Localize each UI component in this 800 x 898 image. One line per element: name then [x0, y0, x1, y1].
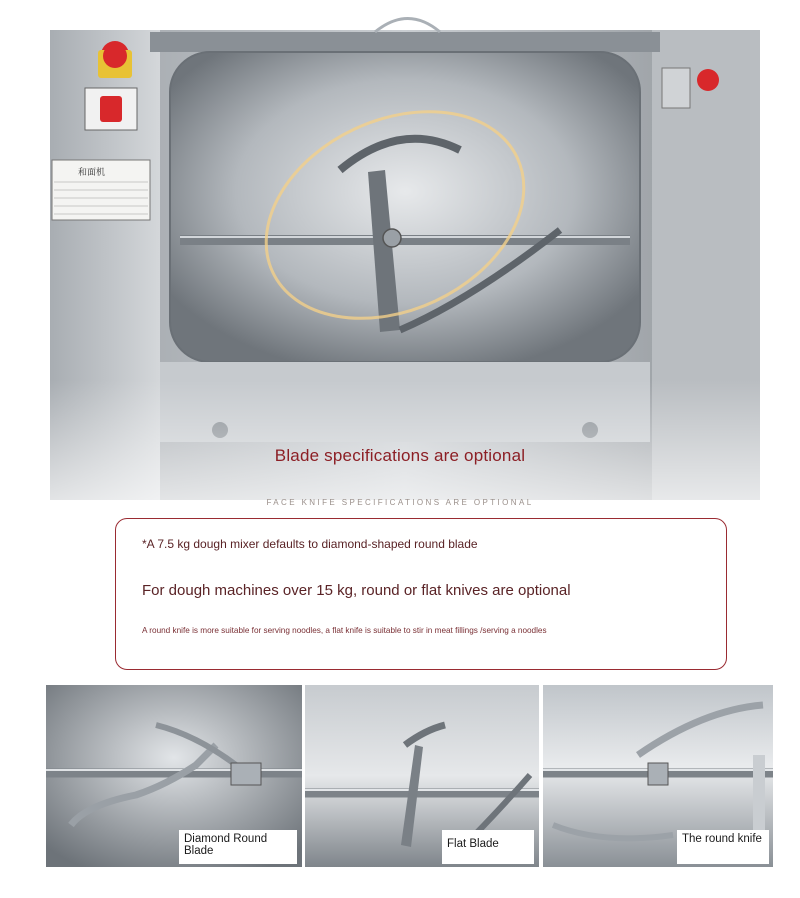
svg-text:和面机: 和面机: [78, 168, 106, 178]
info-line-usage: A round knife is more suitable for serving noodles, a flat knife is suitable to stir in meat fillings /serving a noodles: [142, 626, 547, 635]
photo-caption-diamond: Diamond Round Blade: [179, 830, 297, 864]
flat-blade-photo: [305, 685, 539, 867]
round-knife-photo: [543, 685, 773, 867]
info-line-optional-blades: For dough machines over 15 kg, round or flat knives are optional: [142, 582, 571, 599]
photo-caption-flat: Flat Blade: [442, 830, 534, 864]
section-title: Blade specifications are optional: [274, 446, 526, 465]
dough-mixer-image: [40, 0, 770, 560]
info-line-default-blade: *A 7.5 kg dough mixer defaults to diamond-shaped round blade: [142, 537, 478, 551]
info-box: [115, 518, 727, 670]
diamond-round-blade-photo: [46, 685, 302, 867]
photo-caption-round: The round knife: [677, 830, 769, 864]
section-subtitle: FACE KNIFE SPECIFICATIONS ARE OPTIONAL: [266, 498, 534, 507]
